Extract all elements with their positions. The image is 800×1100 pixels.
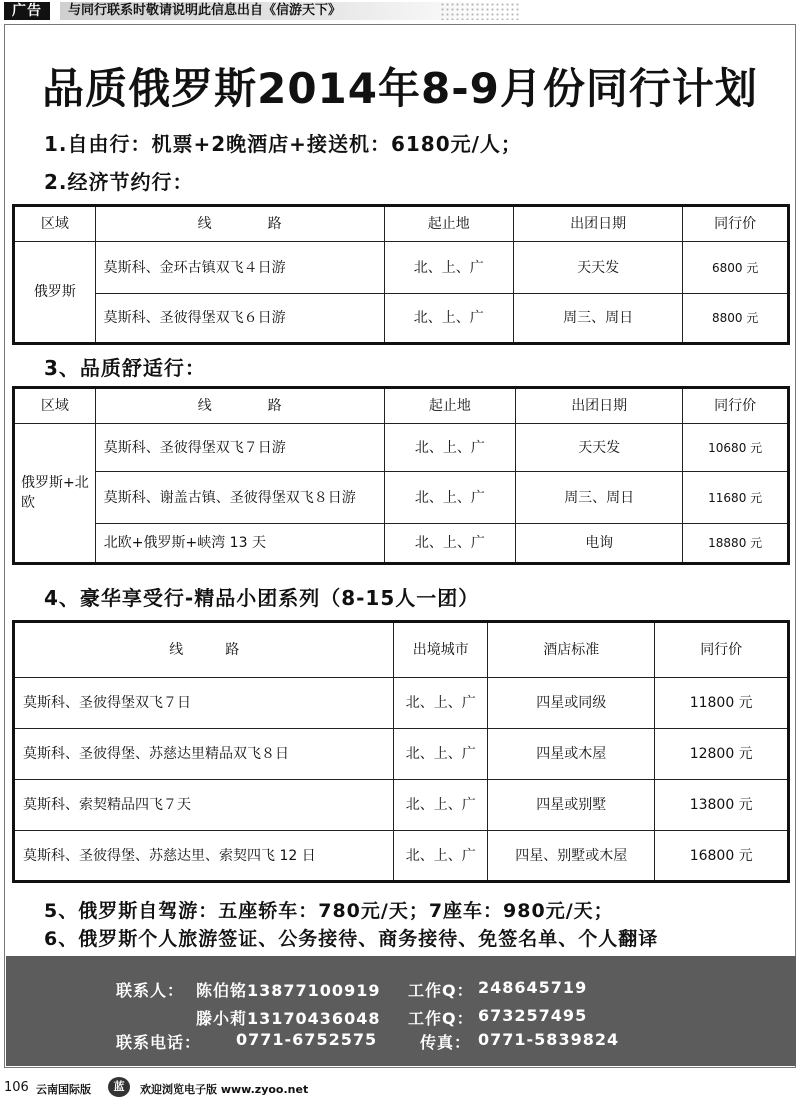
table-row [14, 780, 789, 831]
price-cell: 11800 元 [655, 678, 789, 729]
economy-table [12, 204, 790, 345]
contact-person-1: 陈伯铭13877100919 [196, 981, 381, 1000]
qq-label-2: 工作Q： [408, 1009, 474, 1028]
price-cell: 11680 元 [683, 472, 789, 524]
date-cell: 周三、周日 [516, 472, 683, 524]
start-cell: 北、上、广 [384, 524, 515, 564]
section-free-travel: 1.自由行：机票+2晚酒店+接送机：6180元/人； [44, 132, 522, 156]
col-header-date: 出团日期 [516, 388, 683, 424]
start-cell: 北、上、广 [384, 294, 513, 344]
phone-label: 联系电话： [116, 1033, 202, 1052]
table-row [14, 729, 789, 780]
section-self-drive: 5、俄罗斯自驾游：五座轿车：780元/天；7座车：980元/天； [44, 900, 614, 922]
table-row [14, 294, 789, 344]
price-cell: 12800 元 [655, 729, 789, 780]
table-header-row [14, 622, 789, 678]
route-cell: 莫斯科、圣彼得堡、苏慈达里、索契四飞 12 日 [14, 831, 394, 882]
route-cell: 莫斯科、圣彼得堡、苏慈达里精品双飞８日 [14, 729, 394, 780]
city-cell: 北、上、广 [394, 831, 488, 882]
col-header-price: 同行价 [683, 206, 789, 242]
section-economy: 2.经济节约行： [44, 170, 194, 194]
table-row [14, 678, 789, 729]
date-cell: 天天发 [514, 242, 683, 294]
magazine-logo-icon: 蓝 [108, 1077, 130, 1097]
route-cell: 莫斯科、谢盖古镇、圣彼得堡双飞８日游 [95, 472, 384, 524]
quality-table [12, 386, 790, 565]
contact-panel [6, 956, 796, 1066]
qq-number-2: 673257495 [478, 1006, 588, 1025]
route-cell: 莫斯科、圣彼得堡双飞６日游 [95, 294, 384, 344]
start-cell: 北、上、广 [384, 242, 513, 294]
luxury-table [12, 620, 790, 883]
section-quality: 3、品质舒适行： [44, 356, 206, 380]
website-link[interactable]: 欢迎浏览电子版 www.zyoo.net [140, 1083, 309, 1096]
hotel-cell: 四星、别墅或木屋 [488, 831, 655, 882]
start-cell: 北、上、广 [384, 472, 515, 524]
qq-label-1: 工作Q： [408, 981, 474, 1000]
table-row [14, 424, 789, 472]
price-cell: 18880 元 [683, 524, 789, 564]
ad-tag: 广告 [4, 2, 50, 20]
page-footer [0, 1074, 800, 1100]
col-header-route: 线 路 [95, 388, 384, 424]
page-title: 品质俄罗斯2014年8-9月份同行计划 [42, 64, 758, 113]
fax-label: 传真： [420, 1033, 472, 1052]
route-cell: 莫斯科、索契精品四飞７天 [14, 780, 394, 831]
table-row [14, 472, 789, 524]
section-visa-services: 6、俄罗斯个人旅游签证、公务接待、商务接待、免签名单、个人翻译 [44, 928, 659, 950]
region-cell: 俄罗斯+北欧 [14, 424, 96, 564]
city-cell: 北、上、广 [394, 729, 488, 780]
city-cell: 北、上、广 [394, 780, 488, 831]
dot-pattern [440, 2, 520, 20]
col-header-city: 出境城市 [394, 622, 488, 678]
date-cell: 周三、周日 [514, 294, 683, 344]
section-luxury: 4、豪华享受行-精品小团系列（8-15人一团） [44, 586, 480, 610]
hotel-cell: 四星或木屋 [488, 729, 655, 780]
price-cell: 10680 元 [683, 424, 789, 472]
route-cell: 莫斯科、金环古镇双飞４日游 [95, 242, 384, 294]
table-row [14, 524, 789, 564]
phone-number: 0771-6752575 [236, 1030, 378, 1049]
col-header-start: 起止地 [384, 206, 513, 242]
price-cell: 6800 元 [683, 242, 789, 294]
region-cell: 俄罗斯 [14, 242, 96, 344]
col-header-price: 同行价 [683, 388, 789, 424]
route-cell: 北欧+俄罗斯+峡湾 13 天 [95, 524, 384, 564]
date-cell: 天天发 [516, 424, 683, 472]
col-header-route: 线 路 [95, 206, 384, 242]
price-cell: 8800 元 [683, 294, 789, 344]
contact-person-2: 滕小莉13170436048 [196, 1009, 381, 1028]
source-note: 与同行联系时敬请说明此信息出自《信游天下》 [60, 2, 500, 20]
col-header-hotel: 酒店标准 [488, 622, 655, 678]
col-header-start: 起止地 [384, 388, 515, 424]
magazine-name: 云南国际版 [36, 1083, 91, 1096]
city-cell: 北、上、广 [394, 678, 488, 729]
col-header-date: 出团日期 [514, 206, 683, 242]
date-cell: 电询 [516, 524, 683, 564]
table-header-row [14, 206, 789, 242]
table-header-row [14, 388, 789, 424]
col-header-route: 线 路 [14, 622, 394, 678]
hotel-cell: 四星或别墅 [488, 780, 655, 831]
price-cell: 16800 元 [655, 831, 789, 882]
col-header-region: 区域 [14, 388, 96, 424]
col-header-region: 区域 [14, 206, 96, 242]
col-header-price: 同行价 [655, 622, 789, 678]
price-cell: 13800 元 [655, 780, 789, 831]
qq-number-1: 248645719 [478, 978, 588, 997]
start-cell: 北、上、广 [384, 424, 515, 472]
table-row [14, 242, 789, 294]
header-band [0, 0, 800, 22]
page-number: 106 [4, 1080, 29, 1095]
contact-person-label: 联系人： [116, 981, 185, 1000]
fax-number: 0771-5839824 [478, 1030, 620, 1049]
route-cell: 莫斯科、圣彼得堡双飞７日 [14, 678, 394, 729]
hotel-cell: 四星或同级 [488, 678, 655, 729]
table-row [14, 831, 789, 882]
route-cell: 莫斯科、圣彼得堡双飞７日游 [95, 424, 384, 472]
